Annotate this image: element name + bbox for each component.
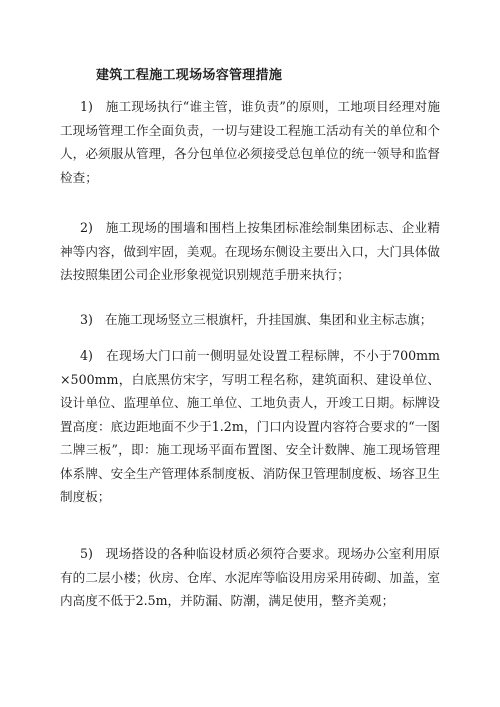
paragraph-number: 3) <box>80 312 93 327</box>
paragraph-text: 在施工现场竖立三根旗杆，升挂国旗、集团和业主标志旗； <box>104 312 433 327</box>
paragraph-text: 施工现场的围墙和围档上按集团标准绘制集团标志、企业精神等内容，做到牢固，美观。在现场东侧设主要出入口，大门具体做法按照集团公司企业形象视觉识别规范手册来执行； <box>60 220 440 282</box>
paragraph-3 <box>60 308 440 332</box>
paragraph-number: 4) <box>80 348 93 363</box>
paragraph-text: 现场搭设的各种临设材质必须符合要求。现场办公室利用原有的二层小楼；伙房、仓库、水泥库等临设用房采用砖砌、加盖，室内高度不低于2.5m，并防漏、防潮，满足使用，整齐美观； <box>60 546 440 608</box>
paragraph-1 <box>60 95 440 189</box>
paragraph-number: 2) <box>80 220 93 235</box>
paragraph-number: 1) <box>80 99 93 114</box>
paragraph-2 <box>60 216 440 287</box>
paragraph-text: 施工现场执行“谁主管，谁负责”的原则，工地项目经理对施工现场管理工作全面负责，一切与建设工程施工活动有关的单位和个人，必须服从管理，各分包单位必须接受总包单位的统一领导和监督检查； <box>60 99 440 185</box>
document-title: 建筑工程施工现场场容管理措施 <box>96 68 283 83</box>
paragraph-number: 5) <box>80 546 93 561</box>
paragraph-5 <box>60 542 440 613</box>
paragraph-4 <box>60 344 440 509</box>
paragraph-text: 在现场大门口前一侧明显处设置工程标牌，不小于700mm×500mm，白底黑仿宋字，写明工程名称，建筑面积、建设单位、设计单位、监理单位、施工单位、工地负责人，开竣工日期。标牌设置高度：底边距地面不少于1.2m，门口内设置内容符合要求的“一图二牌三板”，即：施工现场平面布置图、安全计数牌、施工现场管理体系牌、安全生产管理体系制度板、消防保卫管理制度板、场容卫生制度板； <box>60 348 440 504</box>
